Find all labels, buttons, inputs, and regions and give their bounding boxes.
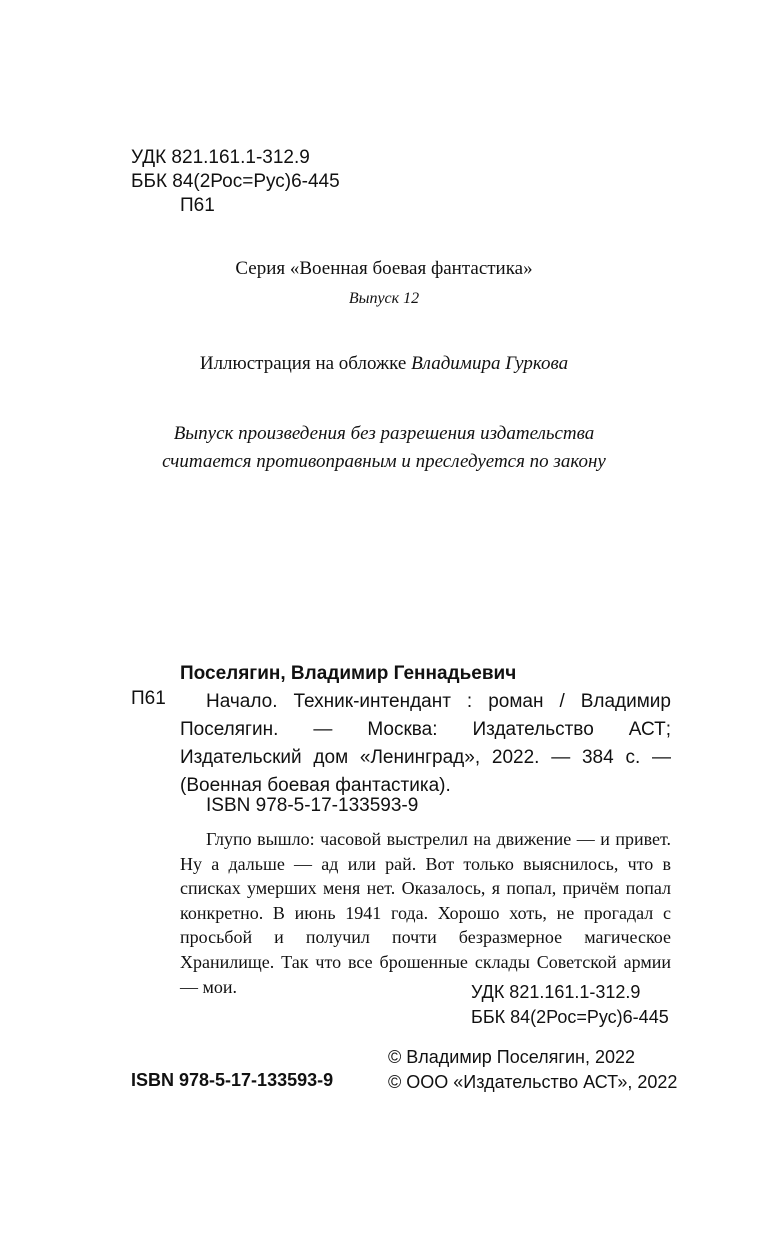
footer-bbk: ББК 84(2Рос=Рус)6-445: [471, 1007, 669, 1027]
footer-codes: [471, 980, 669, 1030]
book-annotation: Глупо вышло: часовой выстрелил на движение — и привет. Ну а дальше — ад или рай. Вот только выяснилось, что в списках умерших меня нет. Оказалось, я попал, причём попал конкретно. В июнь 1941 года. Хорошо хоть, не прогадал с просьбой и получил почти безразмерное магическое Хранилище. Так что все брошенные склады Советской армии — мои.: [180, 829, 671, 997]
record-author-sign: П61: [131, 688, 166, 709]
illustration-prefix: Иллюстрация на обложке: [199, 353, 407, 374]
copyright-author: © Владимир Поселягин, 2022: [388, 1047, 635, 1067]
series-title: Серия «Военная боевая фантастика»: [235, 258, 533, 279]
legal-warning: [0, 420, 768, 476]
udk-code: УДК 821.161.1-312.9: [131, 147, 310, 168]
copyright-block: [388, 1045, 677, 1095]
copyright-publisher: © ООО «Издательство АСТ», 2022: [388, 1072, 678, 1092]
series-issue: Выпуск 12: [348, 290, 420, 307]
warning-line-1: Выпуск произведения без разрешения издательства: [173, 423, 595, 444]
footer-isbn: ISBN 978-5-17-133593-9: [131, 1070, 334, 1090]
illustration-credit: [0, 353, 768, 375]
bbk-code: ББК 84(2Рос=Рус)6-445: [131, 171, 340, 192]
illustration-artist: Владимира Гуркова: [411, 353, 569, 374]
footer-udk: УДК 821.161.1-312.9: [471, 982, 641, 1002]
warning-line-2: считается противоправным и преследуется по закону: [162, 451, 606, 472]
bibliographic-description: Начало. Техник-интендант : роман / Владимир Поселягин. — Москва: Издательство АСТ; Издательский дом «Ленинград», 2022. — 384 с. — (Военная боевая фантастика).: [180, 691, 671, 796]
record-isbn: ISBN 978-5-17-133593-9: [206, 795, 419, 816]
author-sign: П61: [180, 195, 215, 216]
author-name: Поселягин, Владимир Геннадьевич: [180, 663, 517, 684]
